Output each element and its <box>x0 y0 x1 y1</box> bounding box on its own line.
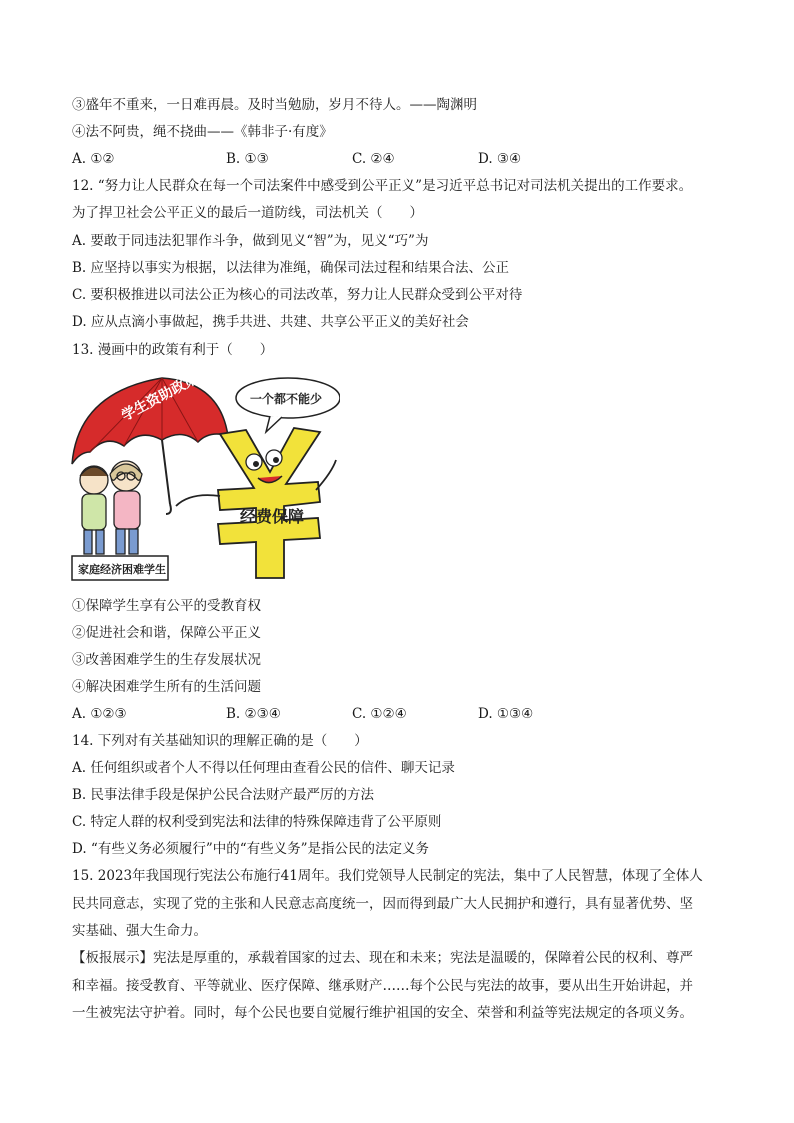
q13-item-1: ①保障学生享有公平的受教育权 <box>72 598 261 614</box>
sign-text: 家庭经济困难学生 <box>78 563 166 576</box>
q13-option-d: D. ①③④ <box>478 706 534 722</box>
q11-option-c: C. ②④ <box>352 151 395 167</box>
q13-option-c: C. ①②④ <box>352 706 407 722</box>
q14-option-c: C. 特定人群的权利受到宪法和法律的特殊保障违背了公平原则 <box>72 814 442 830</box>
q11-option-d: D. ③④ <box>478 151 522 167</box>
q13-item-3: ③改善困难学生的生存发展状况 <box>72 652 261 668</box>
q15-line-1: 15. 2023年我国现行宪法公布施行41周年。我们党领导人民制定的宪法，集中了人民智慧，体现了全体人 <box>72 868 703 884</box>
q11-option-a: A. ①② <box>72 151 115 167</box>
q15-line-4: 【板报展示】宪法是厚重的，承载着国家的过去、现在和未来；宪法是温暖的，保障着公民的权利、尊严 <box>72 950 693 966</box>
cartoon-drawing <box>70 372 340 584</box>
q15-line-5: 和幸福。接受教育、平等就业、医疗保障、继承财产……每个公民与宪法的故事，要从出生开始讲起，并 <box>72 978 693 994</box>
q15-line-2: 民共同意志，实现了党的主张和人民意志高度统一，因而得到最广大人民拥护和遵行，具有显著优势、坚 <box>72 896 693 912</box>
q11-item-4: ④法不阿贵，绳不挠曲——《韩非子·有度》 <box>72 124 333 140</box>
q13-option-a: A. ①②③ <box>72 706 127 722</box>
q15-line-3: 实基础、强大生命力。 <box>72 923 207 939</box>
q12-stem-line-2: 为了捍卫社会公平正义的最后一道防线，司法机关（ ） <box>72 205 423 221</box>
q11-item-3: ③盛年不重来，一日难再晨。及时当勉励，岁月不待人。——陶渊明 <box>72 97 477 113</box>
umbrella-text: 学生资助政策 <box>119 372 201 425</box>
q14-option-a: A. 任何组织或者个人不得以任何理由查看公民的信件、聊天记录 <box>72 760 455 776</box>
q13-option-b: B. ②③④ <box>226 706 281 722</box>
q14-stem: 14. 下列对有关基础知识的理解正确的是（ ） <box>72 733 368 749</box>
q12-option-d: D. 应从点滴小事做起，携手共进、共建、共享公平正义的美好社会 <box>72 314 469 330</box>
q12-option-c: C. 要积极推进以司法公正为核心的司法改革，努力让人民群众受到公平对待 <box>72 287 523 303</box>
q12-option-b: B. 应坚持以事实为根据，以法律为准绳，确保司法过程和结果合法、公正 <box>72 260 510 276</box>
q12-stem-line-1: 12. “努力让人民群众在每一个司法案件中感受到公平正义”是习近平总书记对司法机关提出的工作要求。 <box>72 178 693 194</box>
q15-line-6: 一生被宪法守护着。同时，每个公民也要自觉履行维护祖国的安全、荣誉和利益等宪法规定的各项义务。 <box>72 1005 693 1021</box>
q13-item-2: ②促进社会和谐，保障公平正义 <box>72 625 261 641</box>
q11-option-b: B. ①③ <box>226 151 269 167</box>
money-text-line1: 经费保障 <box>240 507 305 526</box>
umbrella-shaft <box>162 440 170 504</box>
q14-option-d: D. “有些义务必须履行”中的“有些义务”是指公民的法定义务 <box>72 841 430 857</box>
q13-item-4: ④解决困难学生所有的生活问题 <box>72 679 261 695</box>
speech-text: 一个都不能少 <box>250 392 323 406</box>
q14-option-b: B. 民事法律手段是保护公民合法财产最严厉的方法 <box>72 787 375 803</box>
q13-stem: 13. 漫画中的政策有利于（ ） <box>72 342 274 358</box>
policy-cartoon <box>70 372 340 584</box>
q12-option-a: A. 要敢于同违法犯罪作斗争，做到见义“智”为，见义“巧”为 <box>72 233 429 249</box>
students <box>80 461 142 554</box>
yuan-character <box>176 428 336 578</box>
